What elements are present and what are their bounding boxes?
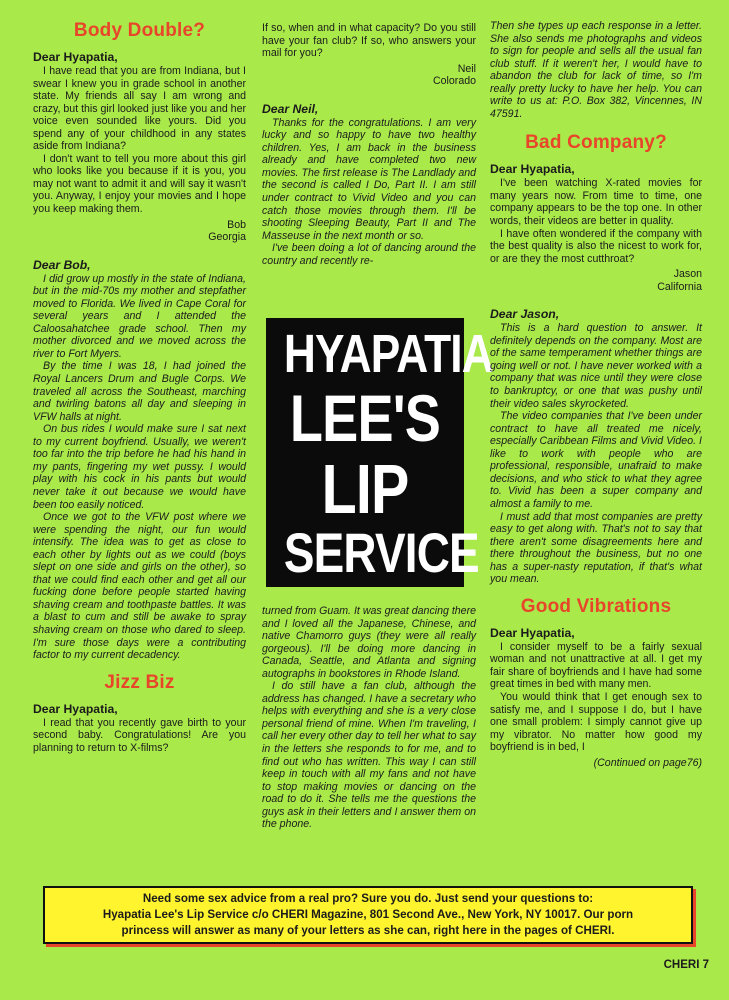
column-2-top bbox=[262, 22, 476, 267]
signature-place: Georgia bbox=[208, 231, 246, 244]
column-1 bbox=[33, 18, 246, 754]
salutation: Dear Hyapatia, bbox=[490, 162, 575, 177]
headline-good-vibrations: Good Vibrations bbox=[520, 595, 672, 617]
letter-paragraph: I don't want to tell you more about this girl who looks like you because if it is you, you may not want to admit it and will say it wasn't you. Anyway, I enjoy your movies and I hope you keep making them. bbox=[33, 152, 246, 216]
signature-name: Bob bbox=[227, 218, 246, 231]
letter-paragraph: I consider myself to be a fairly sexual woman and not unattractive at all. I get my fair share of boyfriends and I have had some great times in bed with many men. bbox=[490, 640, 702, 691]
salutation: Dear Jason, bbox=[490, 307, 560, 322]
letter-paragraph: I have read that you are from Indiana, but I swear I knew you in grade school in another state. My friends all say I am wrong and crazy, but this girl looked just like you and her voice even sounded like yours. Did you spend any of your childhood in any states aside from Indiana? bbox=[33, 65, 246, 153]
signature-name: Jason bbox=[673, 268, 702, 281]
logo-line: LIP bbox=[321, 450, 409, 528]
banner-line: Hyapatia Lee's Lip Service c/o CHERI Magazine, 801 Second Ave., New York, NY 10017. Our porn bbox=[102, 908, 634, 921]
submission-banner bbox=[43, 886, 693, 944]
page-folio: CHERI 7 bbox=[663, 959, 709, 971]
reply-paragraph: I did grow up mostly in the state of Indiana, but in the mid-70s my mother and stepfather moved to Florida. We lived in Cape Coral for several years and I attended the Caloosahatchee grade school. Then my mother divorced and we moved across the river to Fort Myers. bbox=[33, 272, 246, 360]
logo-line: HYAPATIA bbox=[283, 324, 493, 384]
salutation: Dear Hyapatia, bbox=[33, 50, 118, 64]
reply-paragraph: I've been doing a lot of dancing around the country and recently re- bbox=[262, 242, 476, 267]
signature-name: Neil bbox=[457, 62, 476, 75]
reply-paragraph: The video companies that I've been under contract to have all treated me nicely, especially Caribbean Films and Vivid Video. I like to work with people who are professional, responsible, unafraid to make decisions, and who stick to what they agree to. Vivid has been a super company and almost a family to me. bbox=[490, 410, 702, 510]
reply-paragraph: Then she types up each response in a letter. She also sends me photographs and videos to sign for people and sells all the usual fan club stuff. If it weren't her, I would have to abandon the club for lack of time, so I'm really pretty lucky to have her help. You can write to us at: P.O. Box 382, Vincennes, IN 47591. bbox=[490, 20, 702, 120]
letter-paragraph: I read that you recently gave birth to your second baby. Congratulations! Are you planning to return to X-films? bbox=[33, 716, 246, 754]
banner-line: Need some sex advice from a real pro? Sure you do. Just send your questions to: bbox=[142, 892, 594, 905]
salutation: Dear Bob, bbox=[33, 257, 91, 272]
logo-line: LEE'S bbox=[289, 381, 441, 455]
salutation: Dear Hyapatia, bbox=[490, 625, 575, 640]
column-2-bottom bbox=[262, 605, 476, 831]
letter-paragraph: I've been watching X-rated movies for many years now. From time to time, one company appears to be the top one. In other words, their videos are better in quality. bbox=[490, 177, 702, 228]
reply-paragraph: By the time I was 18, I had joined the Royal Lancers Drum and Bugle Corps. We traveled all across the Southeast, marching and twirling batons all day and sleeping in VFW halls at night. bbox=[33, 360, 246, 423]
reply-paragraph: On bus rides I would make sure I sat next to my current boyfriend. Usually, we weren't too far into the trip before he had his hand in my pants, fingering my wet pussy. I would play with his cock in his pants but would never take it out because we would have been too easily noticed. bbox=[33, 423, 246, 511]
signature-place: Colorado bbox=[433, 75, 476, 88]
banner-line: princess will answer as many of your letters as she can, right here in the pages of CHERI. bbox=[121, 924, 615, 937]
reply-paragraph: Once we got to the VFW post where we were spending the night, our fun would intensify. The idea was to get as close to each other by lights out as we could (boys slept on one side and girls on the other), so that we could find each other and get all our fucking done before people started having shaving cream and toothpaste battles. It was a blast to cum and still be awake to spray shaving cream on those who dared to sleep. I'm sure those days were a contributing factor to my current decadency. bbox=[33, 511, 246, 662]
lip-service-logo bbox=[266, 318, 493, 587]
letter-paragraph: I have often wondered if the company with the best quality is also the nicest to work for, or are they the most cutthroat? bbox=[490, 227, 702, 265]
letter-paragraph: If so, when and in what capacity? Do you still have your fan club? If so, who answers your mail for you? bbox=[262, 22, 476, 60]
signature-place: California bbox=[657, 280, 702, 293]
continued-note: (Continued on page76) bbox=[593, 756, 702, 769]
salutation: Dear Neil, bbox=[262, 101, 319, 116]
logo-line: SERVICE bbox=[283, 521, 479, 584]
headline-bad-company: Bad Company? bbox=[525, 132, 667, 154]
salutation: Dear Hyapatia, bbox=[33, 701, 118, 716]
reply-paragraph: Thanks for the congratulations. I am very lucky and so happy to have two healthy children. Yes, I am back in the business already and have completed two new movies. The first release is The Landlady and the second is called I Do, Part II. I am still under contract to Vivid Video and you can catch those movies through them. I'll be shooting Sleeping Beauty, Part II and The Masseuse in the next month or so. bbox=[262, 116, 476, 242]
reply-paragraph: turned from Guam. It was great dancing there and I loved all the Japanese, Chinese, and native Chamorro guys (they were all really gorgeous). I'll be doing more dancing in Canada, Seattle, and Atlanta and signing autographs in bookstores in Rhode Island. bbox=[262, 605, 476, 680]
column-3 bbox=[490, 20, 702, 769]
reply-paragraph: This is a hard question to answer. It definitely depends on the company. Most are of the same temperament whether things are going well or not. I have never worked with a company that was nice until they were close to bankruptcy, or one that was pushy until their video sales skyrocketed. bbox=[490, 322, 702, 410]
letter-paragraph: You would think that I get enough sex to satisfy me, and I suppose I do, but I have one small problem: I simply cannot give up my vibrator. No matter how good my boyfriend is in bed, I bbox=[490, 690, 702, 754]
headline-jizz-biz: Jizz Biz bbox=[104, 671, 175, 693]
reply-paragraph: I must add that most companies are pretty easy to get along with. That's not to say that there aren't some disagreements here and there throughout the business, but no one has a super-nasty reputation, if that's what you mean. bbox=[490, 510, 702, 586]
headline-body-double: Body Double? bbox=[73, 20, 206, 41]
reply-paragraph: I do still have a fan club, although the address has changed. I have a secretary who helps with everything and she is a very close personal friend of mine. When I'm traveling, I call her every other day to tell her what to say in the letters she responds to for me, and to find out who has written. This way I can still keep in touch with all my fans and not have to stop making movies or dancing on the road to do it. She tells me the questions the guys ask in their letters and I answer them on the phone. bbox=[262, 680, 476, 831]
